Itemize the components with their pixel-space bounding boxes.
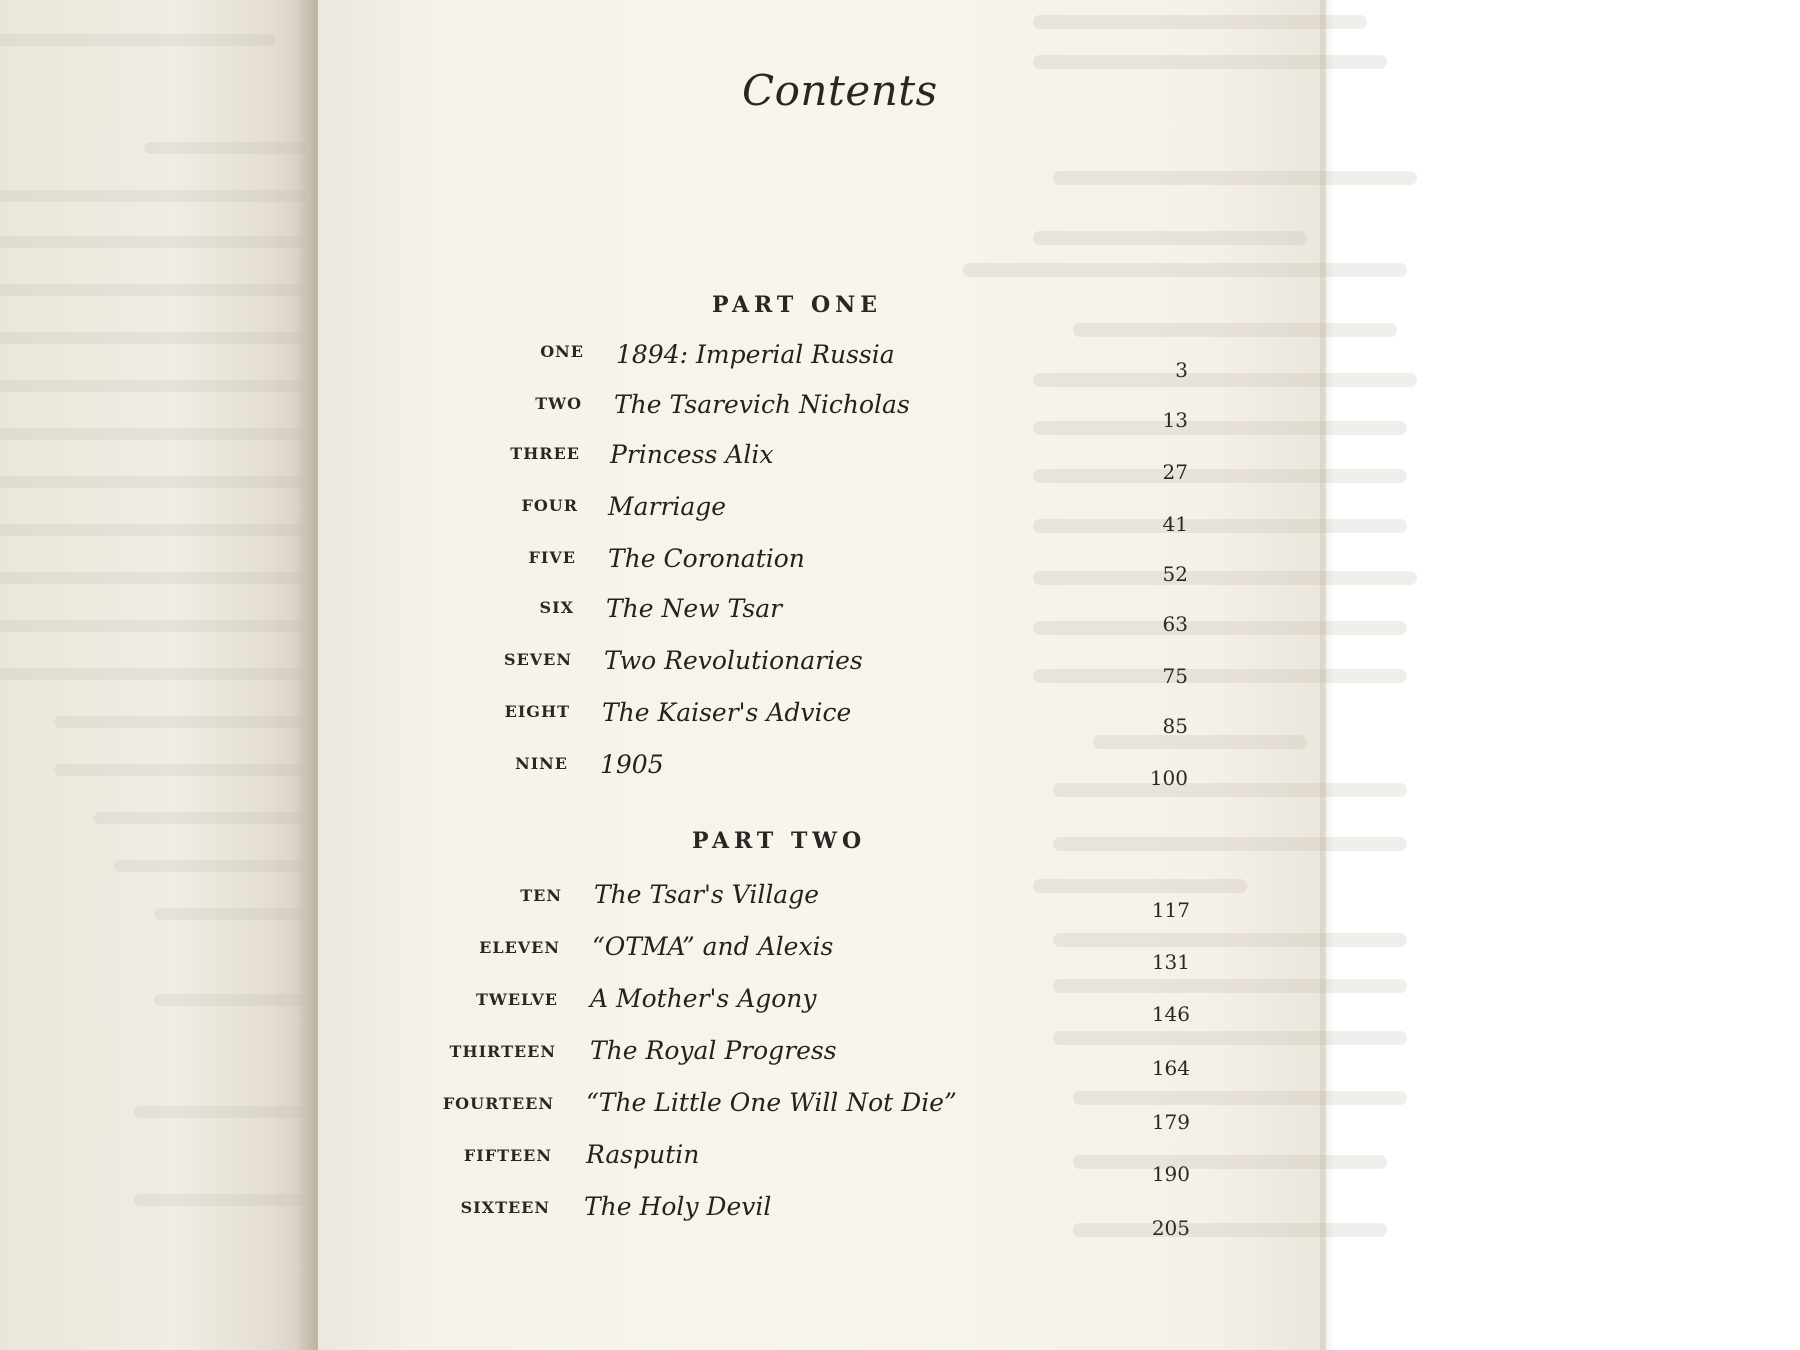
chapter-number: SIX (539, 598, 574, 617)
chapter-page-number: 27 (1162, 460, 1188, 484)
chapter-title: Marriage (608, 492, 727, 521)
chapter-page-number: 85 (1162, 714, 1188, 738)
chapter-number: FOURTEEN (442, 1094, 554, 1113)
chapter-page-number: 63 (1162, 612, 1188, 636)
chapter-number: FOUR (521, 496, 578, 515)
chapter-title: Rasputin (586, 1140, 700, 1169)
chapter-title: The New Tsar (606, 594, 783, 623)
chapter-title: 1905 (600, 750, 664, 779)
chapter-page-number: 3 (1175, 358, 1188, 382)
chapter-number: SEVEN (504, 650, 572, 669)
chapter-page-number: 41 (1162, 512, 1188, 536)
chapter-number: TWO (535, 394, 582, 413)
part-one-heading: PART ONE (712, 292, 882, 318)
chapter-title: 1894: Imperial Russia (616, 340, 895, 369)
chapter-number: NINE (515, 754, 568, 773)
chapter-title: Two Revolutionaries (604, 646, 863, 675)
chapter-page-number: 75 (1162, 664, 1188, 688)
chapter-number: THIRTEEN (449, 1042, 556, 1061)
chapter-page-number: 100 (1149, 766, 1188, 790)
chapter-title: The Coronation (608, 544, 805, 573)
page-title: Contents (742, 66, 938, 115)
chapter-title: The Holy Devil (584, 1192, 772, 1221)
previous-page (0, 0, 318, 1350)
chapter-number: FIFTEEN (463, 1146, 552, 1165)
page-edge (1320, 0, 1334, 1350)
chapter-number: TWELVE (475, 990, 558, 1009)
chapter-title: A Mother's Agony (590, 984, 817, 1013)
chapter-number: FIVE (528, 548, 576, 567)
chapter-number: ONE (540, 342, 584, 361)
chapter-number: ELEVEN (479, 938, 560, 957)
chapter-title: The Kaiser's Advice (602, 698, 852, 727)
chapter-title: The Tsarevich Nicholas (614, 390, 910, 419)
chapter-title: The Tsar's Village (594, 880, 820, 909)
chapter-title: The Royal Progress (590, 1036, 837, 1065)
chapter-number: THREE (510, 444, 580, 463)
previous-page-bleed-text (0, 0, 318, 1350)
chapter-number: EIGHT (504, 702, 570, 721)
chapter-title: “The Little One Will Not Die” (586, 1088, 957, 1117)
chapter-page-number: 131 (1151, 950, 1190, 974)
part-two-heading: PART TWO (692, 828, 867, 854)
chapter-number: SIXTEEN (460, 1198, 550, 1217)
chapter-page-number: 117 (1151, 898, 1190, 922)
chapter-number: TEN (520, 886, 562, 905)
chapter-page-number: 146 (1151, 1002, 1190, 1026)
chapter-page-number: 190 (1151, 1162, 1190, 1186)
chapter-page-number: 205 (1151, 1216, 1190, 1240)
chapter-page-number: 13 (1162, 408, 1188, 432)
chapter-title: Princess Alix (610, 440, 774, 469)
chapter-title: “OTMA” and Alexis (592, 932, 834, 961)
chapter-page-number: 164 (1151, 1056, 1190, 1080)
chapter-page-number: 52 (1162, 562, 1188, 586)
chapter-page-number: 179 (1151, 1110, 1190, 1134)
